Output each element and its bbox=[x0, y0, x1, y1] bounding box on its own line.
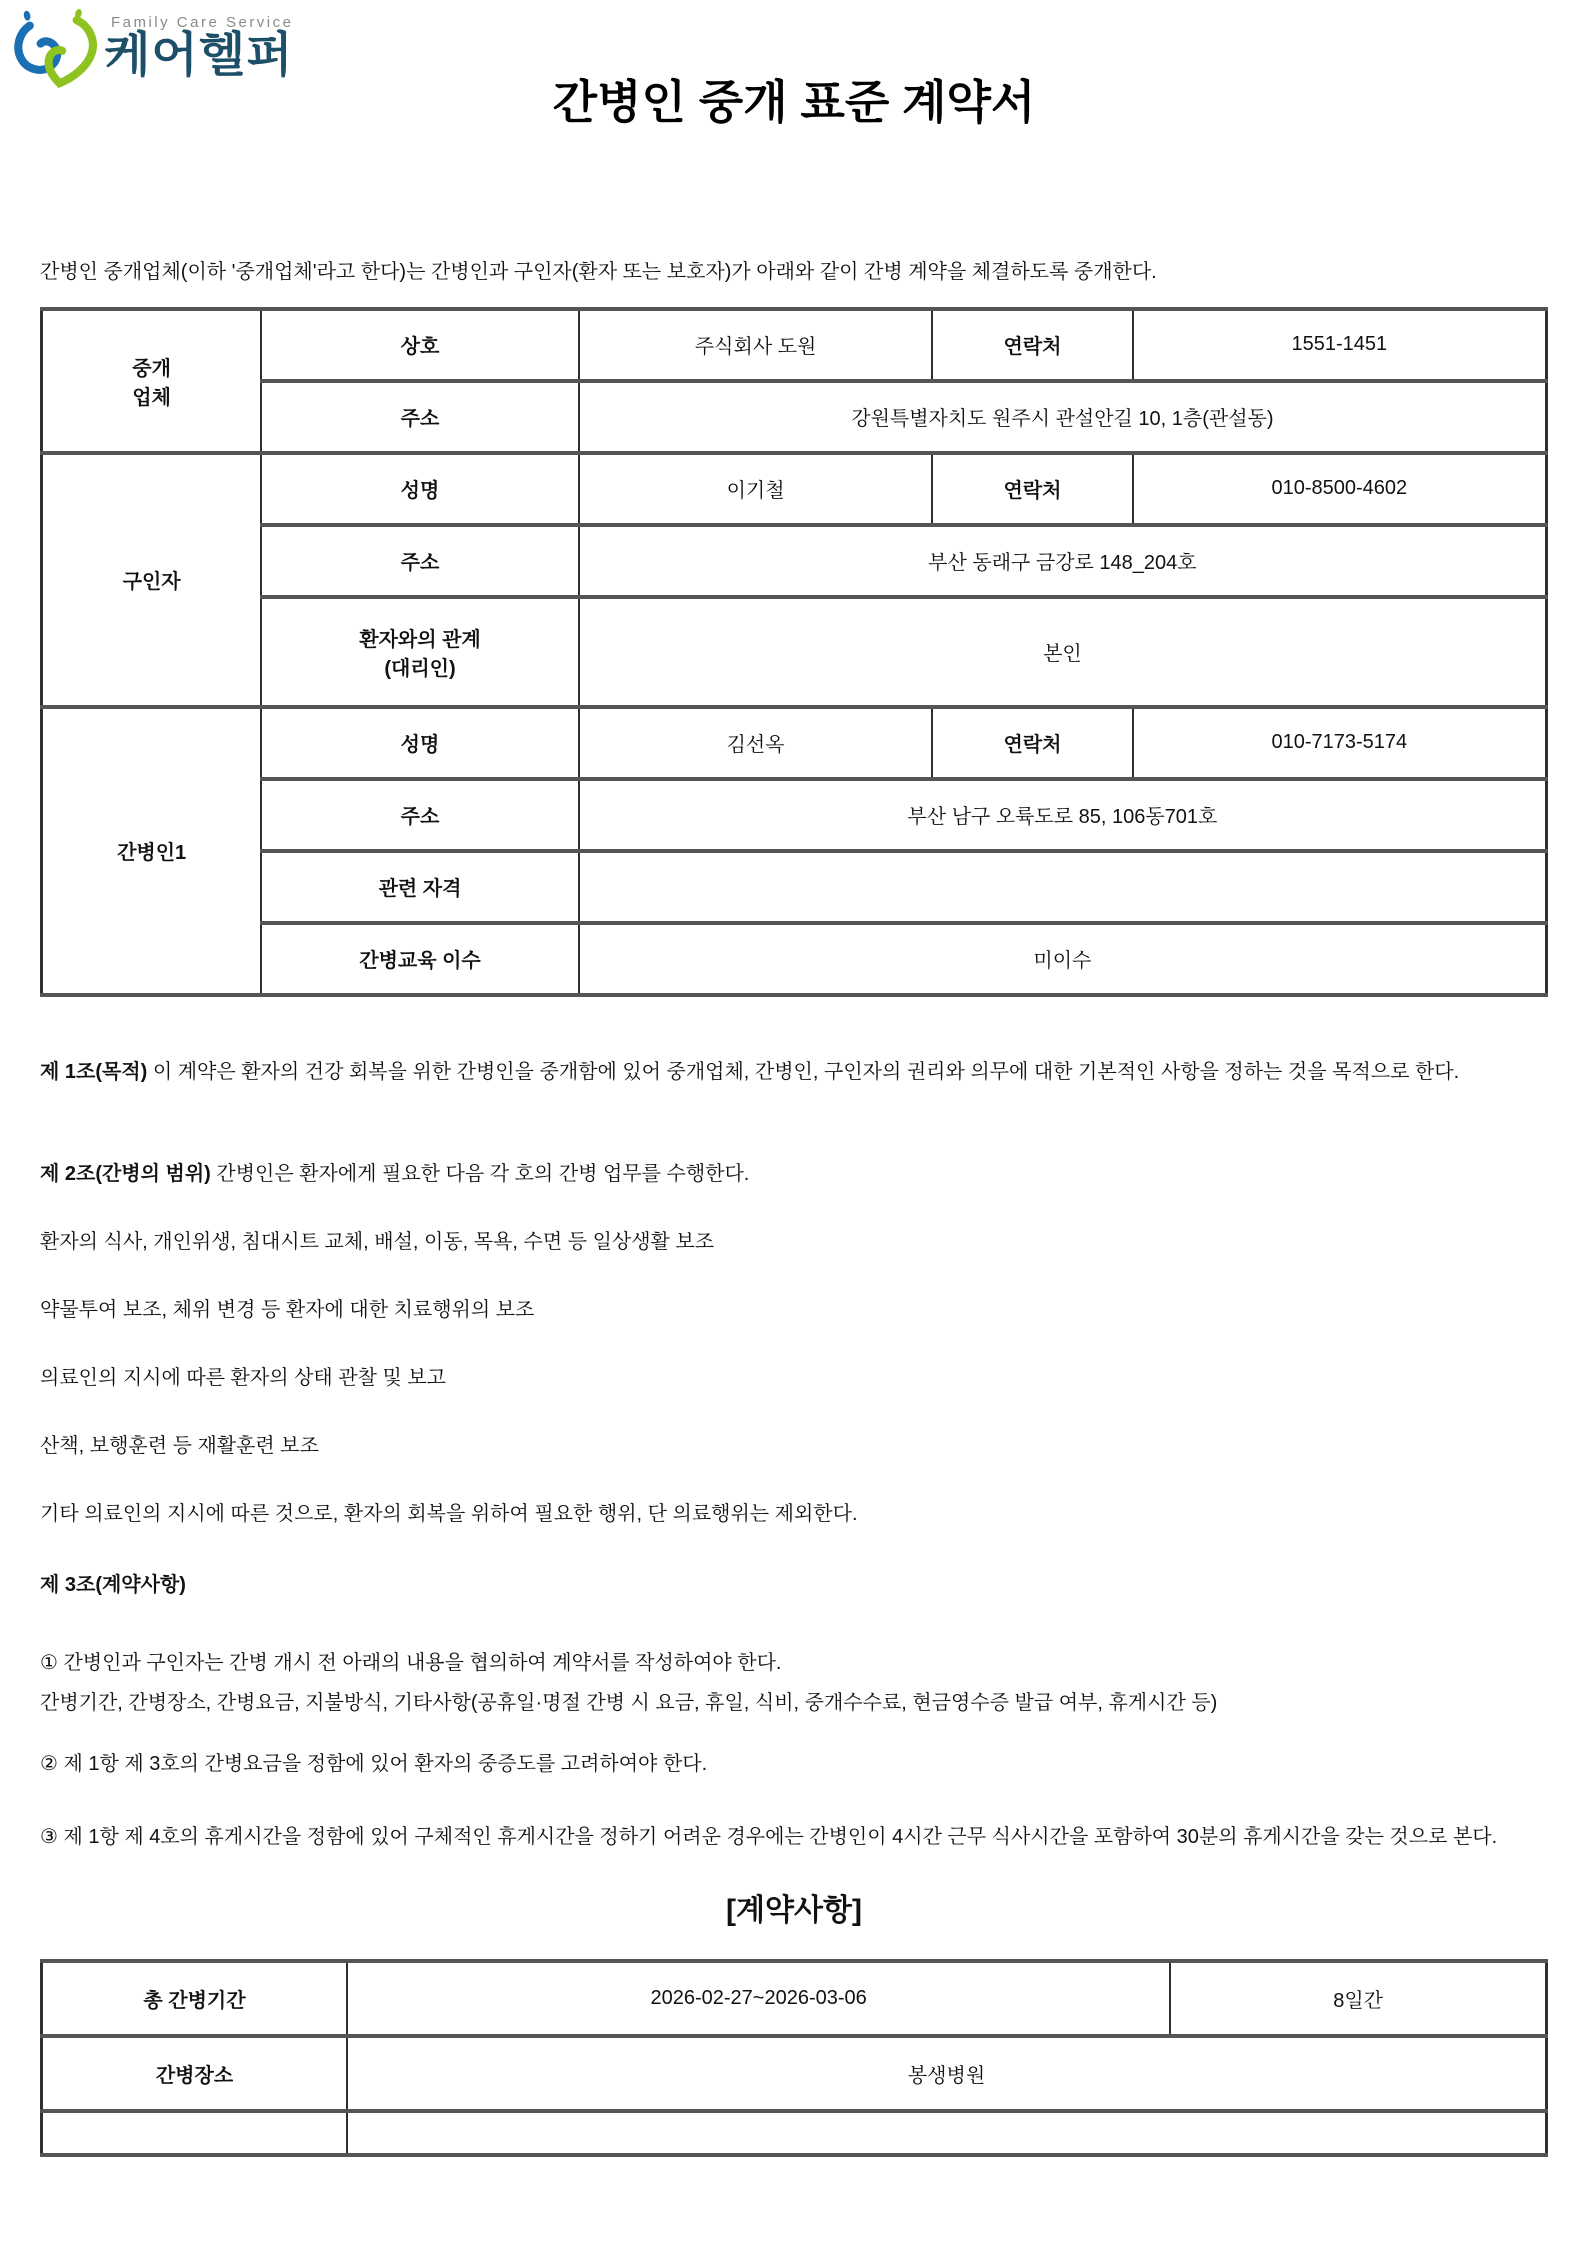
table-row bbox=[42, 923, 1547, 995]
broker-group-line1: 중개 bbox=[132, 357, 171, 380]
employer-relation-label-line2: (대리인) bbox=[384, 657, 456, 680]
article-3-clause-1 bbox=[40, 1643, 1548, 1723]
care-period-value: 2026-02-27~2026-03-06 bbox=[347, 1961, 1170, 2036]
article-3-clause-1-line1: ① 간병인과 구인자는 간병 개시 전 아래의 내용을 협의하여 계약서를 작성하여야 한다. bbox=[40, 1651, 782, 1674]
table-row-clipped bbox=[42, 2111, 1547, 2155]
article-1-heading: 제 1조(목적) bbox=[40, 1060, 148, 1083]
care-place-label: 간병장소 bbox=[42, 2036, 348, 2111]
table-row bbox=[42, 1961, 1547, 2036]
employer-relation-value: 본인 bbox=[579, 597, 1547, 707]
broker-address-label: 주소 bbox=[261, 381, 579, 453]
contract-terms-table bbox=[40, 1959, 1548, 2157]
article-2-body: 간병인은 환자에게 필요한 다음 각 호의 간병 업무를 수행한다. bbox=[210, 1162, 750, 1185]
article-2-item-5: 기타 의료인의 지시에 따른 것으로, 환자의 회복을 위하여 필요한 행위, 단 의료행위는 제외한다. bbox=[40, 1502, 858, 1525]
employer-address-value: 부산 동래구 금강로 148_204호 bbox=[579, 525, 1547, 597]
caregiver-name-label: 성명 bbox=[261, 707, 579, 779]
table-row bbox=[42, 525, 1547, 597]
table-row bbox=[42, 707, 1547, 779]
article-2-scope bbox=[40, 1161, 1548, 1187]
article-1-purpose bbox=[40, 1053, 1548, 1091]
care-period-label: 총 간병기간 bbox=[42, 1961, 348, 2036]
care-helper-logo bbox=[10, 6, 293, 92]
table-row bbox=[42, 2036, 1547, 2111]
broker-group-line2: 업체 bbox=[132, 386, 171, 409]
intro-paragraph: 간병인 중개업체(이하 '중개업체'라고 한다)는 간병인과 구인자(환자 또는 보호자)가 아래와 같이 간병 계약을 체결하도록 중개한다. bbox=[40, 260, 1157, 283]
logo-brand-name: 케어헬퍼 bbox=[104, 29, 294, 82]
article-3-clause-2: ② 제 1항 제 3호의 간병요금을 정함에 있어 환자의 중증도를 고려하여야 한다. bbox=[40, 1752, 708, 1775]
caregiver-name-value: 김선옥 bbox=[579, 707, 933, 779]
table-row bbox=[42, 851, 1547, 923]
heart-swirl-icon bbox=[10, 6, 100, 92]
article-2-item-3: 의료인의 지시에 따른 환자의 상태 관찰 및 보고 bbox=[40, 1366, 446, 1389]
employer-group-label: 구인자 bbox=[42, 453, 262, 707]
logo-tagline: Family Care Service bbox=[110, 14, 294, 31]
employer-relation-label bbox=[261, 597, 579, 707]
broker-contact-label: 연락처 bbox=[932, 309, 1132, 381]
broker-group-label bbox=[42, 309, 262, 453]
logo-text-block bbox=[104, 6, 293, 81]
table-row bbox=[42, 309, 1547, 381]
article-3-clause-1-line2: 간병기간, 간병장소, 간병요금, 지불방식, 기타사항(공휴일·명절 간병 시 요금, 휴일, 식비, 중개수수료, 현금영수증 발급 여부, 휴게시간 등) bbox=[40, 1691, 1218, 1714]
care-period-days: 8일간 bbox=[1170, 1961, 1546, 2036]
page-title: 간병인 중개 표준 계약서 bbox=[552, 76, 1036, 128]
caregiver-certification-label: 관련 자격 bbox=[261, 851, 579, 923]
clipped-row-value-cell bbox=[347, 2111, 1547, 2155]
broker-company-name: 주식회사 도원 bbox=[579, 309, 933, 381]
employer-address-label: 주소 bbox=[261, 525, 579, 597]
broker-company-label: 상호 bbox=[261, 309, 579, 381]
parties-table bbox=[40, 307, 1548, 997]
article-3-clause-3: ③ 제 1항 제 4호의 휴게시간을 정함에 있어 구체적인 휴게시간을 정하기 어려운 경우에는 간병인이 4시간 근무 식사시간을 포함하여 30분의 휴게시간을 갖는 것으로 본다. bbox=[40, 1825, 1498, 1848]
employer-contact-label: 연락처 bbox=[932, 453, 1132, 525]
caregiver-address-label: 주소 bbox=[261, 779, 579, 851]
caregiver-contact-label: 연락처 bbox=[932, 707, 1132, 779]
table-row bbox=[42, 779, 1547, 851]
employer-contact-value: 010-8500-4602 bbox=[1133, 453, 1547, 525]
caregiver-education-label: 간병교육 이수 bbox=[261, 923, 579, 995]
clipped-row-label-cell bbox=[42, 2111, 348, 2155]
caregiver-education-value: 미이수 bbox=[579, 923, 1547, 995]
broker-address-value: 강원특별자치도 원주시 관설안길 10, 1층(관설동) bbox=[579, 381, 1547, 453]
broker-contact-value: 1551-1451 bbox=[1133, 309, 1547, 381]
care-place-value: 봉생병원 bbox=[347, 2036, 1547, 2111]
table-row bbox=[42, 453, 1547, 525]
caregiver-contact-value: 010-7173-5174 bbox=[1133, 707, 1547, 779]
employer-name-label: 성명 bbox=[261, 453, 579, 525]
article-3-heading: 제 3조(계약사항) bbox=[40, 1573, 186, 1596]
article-1-body: 이 계약은 환자의 건강 회복을 위한 간병인을 중개함에 있어 중개업체, 간병인, 구인자의 권리와 의무에 대한 기본적인 사항을 정하는 것을 목적으로 한다. bbox=[147, 1060, 1460, 1083]
article-2-item-1: 환자의 식사, 개인위생, 침대시트 교체, 배설, 이동, 목욕, 수면 등 일상생활 보조 bbox=[40, 1230, 715, 1253]
contract-terms-heading: [계약사항] bbox=[726, 1893, 862, 1927]
caregiver-certification-value bbox=[579, 851, 1547, 923]
article-2-item-4: 산책, 보행훈련 등 재활훈련 보조 bbox=[40, 1434, 319, 1457]
table-row bbox=[42, 597, 1547, 707]
table-row bbox=[42, 381, 1547, 453]
caregiver-group-label: 간병인1 bbox=[42, 707, 262, 995]
caregiver-address-value: 부산 남구 오륙도로 85, 106동701호 bbox=[579, 779, 1547, 851]
article-2-heading: 제 2조(간병의 범위) bbox=[40, 1162, 211, 1185]
employer-relation-label-line1: 환자와의 관계 bbox=[359, 628, 481, 651]
employer-name-value: 이기철 bbox=[579, 453, 933, 525]
article-2-item-2: 약물투여 보조, 체위 변경 등 환자에 대한 치료행위의 보조 bbox=[40, 1298, 535, 1321]
